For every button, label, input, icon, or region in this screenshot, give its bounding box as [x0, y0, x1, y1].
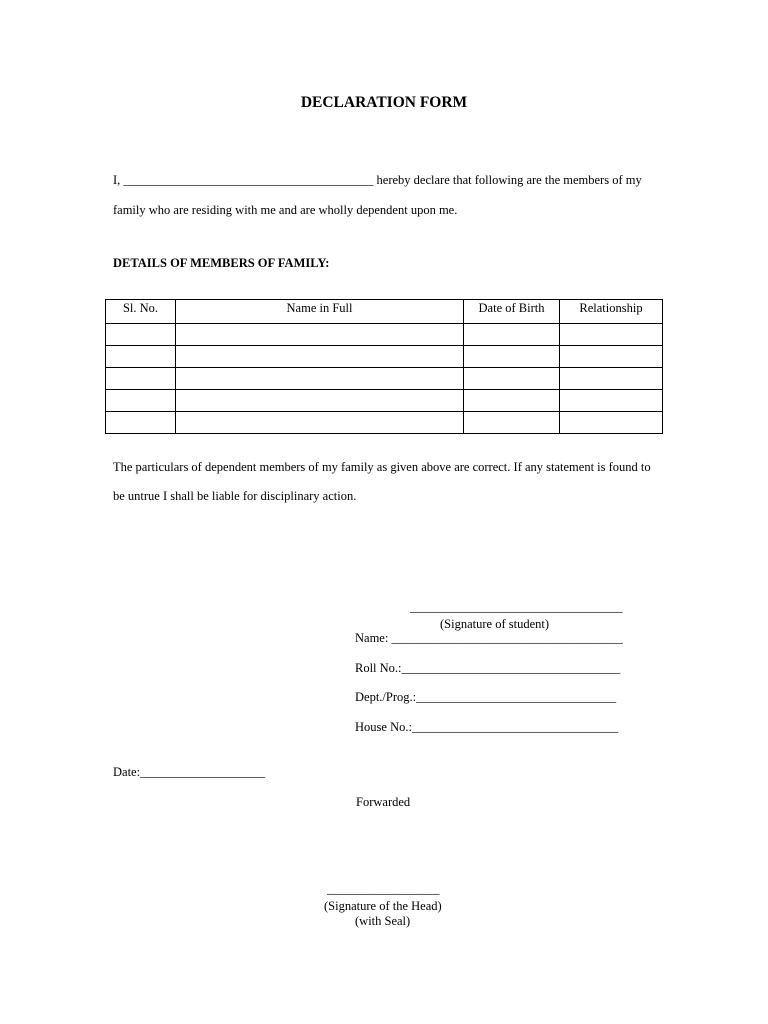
table-cell [106, 324, 176, 346]
table-cell [176, 390, 464, 412]
table-cell [106, 368, 176, 390]
forwarded-label: Forwarded [356, 795, 411, 809]
column-header-sl-no: Sl. No. [106, 300, 176, 324]
table-row [106, 390, 663, 412]
table-header-row [106, 300, 663, 324]
table-cell [560, 390, 663, 412]
table-cell [176, 324, 464, 346]
table-cell [560, 324, 663, 346]
table-cell [106, 390, 176, 412]
table-row [106, 324, 663, 346]
table-cell [464, 346, 560, 368]
table-row [106, 368, 663, 390]
table-cell [464, 412, 560, 434]
house-no-field: House No.:_________________________________ [355, 720, 619, 734]
name-field: Name: _____________________________________ [355, 631, 623, 645]
roll-no-field: Roll No.:___________________________________ [355, 661, 621, 675]
table-row [106, 412, 663, 434]
table-cell [464, 324, 560, 346]
table-cell [176, 346, 464, 368]
table-cell [464, 390, 560, 412]
family-members-table [105, 299, 663, 434]
table-cell [560, 412, 663, 434]
declaration-line-1: I, ________________________________________ hereby declare that following are the members of my [113, 173, 642, 187]
table-cell [176, 412, 464, 434]
table-cell [176, 368, 464, 390]
column-header-relationship: Relationship [560, 300, 663, 324]
family-details-heading: DETAILS OF MEMBERS OF FAMILY: [113, 256, 330, 270]
student-signature-label: (Signature of student) [440, 617, 550, 631]
table-cell [106, 412, 176, 434]
declaration-line-2: family who are residing with me and are wholly dependent upon me. [113, 203, 458, 217]
table-row [106, 346, 663, 368]
student-signature-line: __________________________________ [410, 600, 623, 614]
head-seal-label: (with Seal) [355, 914, 411, 928]
date-field: Date:____________________ [113, 765, 266, 779]
table-cell [464, 368, 560, 390]
dept-prog-field: Dept./Prog.:________________________________ [355, 690, 617, 704]
table-cell [560, 368, 663, 390]
statement-line-2: be untrue I shall be liable for disciplinary action. [113, 489, 357, 503]
statement-line-1: The particulars of dependent members of my family as given above are correct. If any statement is found to [113, 460, 651, 474]
column-header-name: Name in Full [176, 300, 464, 324]
form-title: DECLARATION FORM [300, 94, 468, 111]
head-signature-label: (Signature of the Head) [324, 899, 442, 913]
column-header-dob: Date of Birth [464, 300, 560, 324]
head-signature-line: __________________ [327, 882, 440, 896]
table-cell [560, 346, 663, 368]
table-cell [106, 346, 176, 368]
